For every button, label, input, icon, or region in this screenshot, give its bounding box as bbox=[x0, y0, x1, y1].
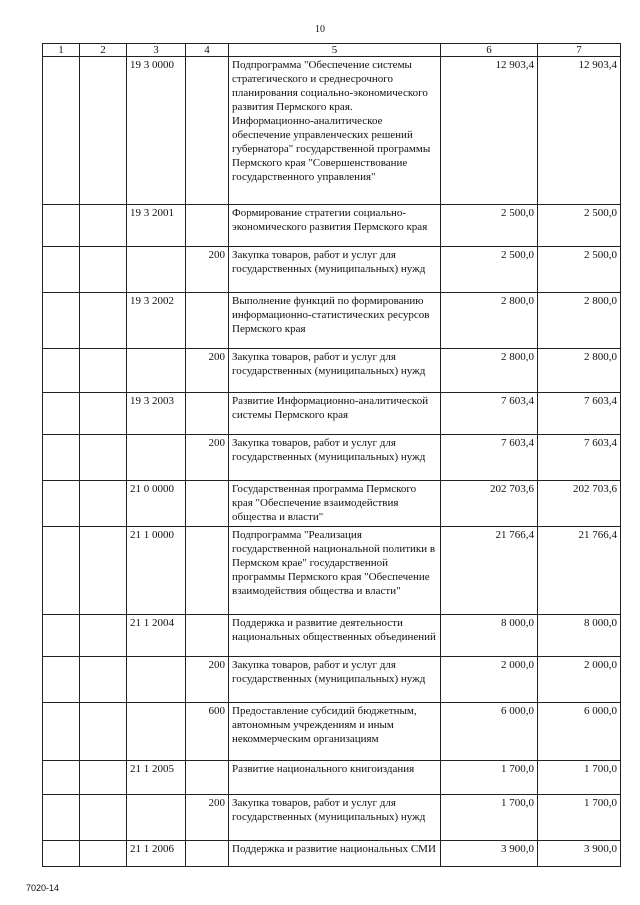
col1-cell bbox=[43, 481, 80, 527]
name-cell: Закупка товаров, работ и услуг для государственных (муниципальных) нужд bbox=[229, 435, 441, 481]
expense-type-cell: 200 bbox=[186, 435, 229, 481]
expense-type-cell bbox=[186, 57, 229, 205]
page-number: 10 bbox=[315, 24, 325, 35]
column-header-1: 1 bbox=[43, 44, 80, 57]
table-row bbox=[43, 527, 621, 615]
amount-cell: 1 700,0 bbox=[441, 761, 538, 795]
col2-cell bbox=[80, 293, 127, 349]
table-row bbox=[43, 615, 621, 657]
target-code-cell bbox=[127, 247, 186, 293]
amount-cell: 2 800,0 bbox=[441, 293, 538, 349]
target-code-cell: 21 1 2004 bbox=[127, 615, 186, 657]
column-header-4: 4 bbox=[186, 44, 229, 57]
col2-cell bbox=[80, 527, 127, 615]
target-code-cell: 19 3 2002 bbox=[127, 293, 186, 349]
name-cell: Поддержка и развитие национальных СМИ bbox=[229, 841, 441, 867]
target-code-cell bbox=[127, 435, 186, 481]
target-code-cell: 21 0 0000 bbox=[127, 481, 186, 527]
target-code-cell: 19 3 2003 bbox=[127, 393, 186, 435]
amount-cell: 2 500,0 bbox=[538, 247, 621, 293]
table-row bbox=[43, 761, 621, 795]
amount-cell: 6 000,0 bbox=[538, 703, 621, 761]
col2-cell bbox=[80, 841, 127, 867]
col2-cell bbox=[80, 795, 127, 841]
table-row bbox=[43, 349, 621, 393]
amount-cell: 8 000,0 bbox=[441, 615, 538, 657]
col1-cell bbox=[43, 349, 80, 393]
table-row bbox=[43, 57, 621, 205]
expense-type-cell: 600 bbox=[186, 703, 229, 761]
target-code-cell bbox=[127, 657, 186, 703]
table-row bbox=[43, 703, 621, 761]
col2-cell bbox=[80, 657, 127, 703]
col2-cell bbox=[80, 247, 127, 293]
target-code-cell bbox=[127, 703, 186, 761]
expense-type-cell: 200 bbox=[186, 657, 229, 703]
col1-cell bbox=[43, 205, 80, 247]
col2-cell bbox=[80, 393, 127, 435]
name-cell: Формирование стратегии социально-экономического развития Пермского края bbox=[229, 205, 441, 247]
col2-cell bbox=[80, 57, 127, 205]
column-header-5: 5 bbox=[229, 44, 441, 57]
col2-cell bbox=[80, 349, 127, 393]
amount-cell: 6 000,0 bbox=[441, 703, 538, 761]
name-cell: Подпрограмма "Реализация государственной национальной политики в Пермском крае" государственной программы Пермского края "Обеспечение взаимодействия общества и власти" bbox=[229, 527, 441, 615]
target-code-cell: 21 1 2005 bbox=[127, 761, 186, 795]
name-cell: Развитие Информационно-аналитической системы Пермского края bbox=[229, 393, 441, 435]
table-row bbox=[43, 481, 621, 527]
col1-cell bbox=[43, 435, 80, 481]
amount-cell: 2 800,0 bbox=[441, 349, 538, 393]
amount-cell: 2 500,0 bbox=[441, 247, 538, 293]
col2-cell bbox=[80, 703, 127, 761]
col1-cell bbox=[43, 293, 80, 349]
table-row bbox=[43, 247, 621, 293]
amount-cell: 7 603,4 bbox=[538, 393, 621, 435]
amount-cell: 1 700,0 bbox=[538, 795, 621, 841]
expense-type-cell bbox=[186, 393, 229, 435]
expense-type-cell bbox=[186, 527, 229, 615]
column-header-3: 3 bbox=[127, 44, 186, 57]
name-cell: Закупка товаров, работ и услуг для государственных (муниципальных) нужд bbox=[229, 349, 441, 393]
col2-cell bbox=[80, 435, 127, 481]
amount-cell: 21 766,4 bbox=[538, 527, 621, 615]
expense-type-cell bbox=[186, 205, 229, 247]
amount-cell: 8 000,0 bbox=[538, 615, 621, 657]
amount-cell: 202 703,6 bbox=[441, 481, 538, 527]
target-code-cell bbox=[127, 795, 186, 841]
col2-cell bbox=[80, 615, 127, 657]
name-cell: Выполнение функций по формированию информационно-статистических ресурсов Пермского края bbox=[229, 293, 441, 349]
column-header-7: 7 bbox=[538, 44, 621, 57]
name-cell: Закупка товаров, работ и услуг для государственных (муниципальных) нужд bbox=[229, 657, 441, 703]
name-cell: Подпрограмма "Обеспечение системы стратегического и среднесрочного планирования социально-экономического развития Пермского края. Информационно-аналитическое обеспечение управленческих решений губернатора" государственной программы Пермского края "Совершенствование государственного управления" bbox=[229, 57, 441, 205]
target-code-cell: 21 1 2006 bbox=[127, 841, 186, 867]
name-cell: Поддержка и развитие деятельности национальных общественных объединений bbox=[229, 615, 441, 657]
amount-cell: 7 603,4 bbox=[538, 435, 621, 481]
amount-cell: 202 703,6 bbox=[538, 481, 621, 527]
budget-table bbox=[42, 43, 621, 867]
name-cell: Государственная программа Пермского края "Обеспечение взаимодействия общества и власти" bbox=[229, 481, 441, 527]
header-row bbox=[43, 44, 621, 57]
col1-cell bbox=[43, 841, 80, 867]
amount-cell: 3 900,0 bbox=[441, 841, 538, 867]
expense-type-cell bbox=[186, 481, 229, 527]
expense-type-cell bbox=[186, 293, 229, 349]
amount-cell: 1 700,0 bbox=[441, 795, 538, 841]
target-code-cell: 21 1 0000 bbox=[127, 527, 186, 615]
expense-type-cell: 200 bbox=[186, 795, 229, 841]
table-row bbox=[43, 795, 621, 841]
col1-cell bbox=[43, 795, 80, 841]
name-cell: Закупка товаров, работ и услуг для государственных (муниципальных) нужд bbox=[229, 247, 441, 293]
amount-cell: 3 900,0 bbox=[538, 841, 621, 867]
amount-cell: 2 000,0 bbox=[538, 657, 621, 703]
col1-cell bbox=[43, 761, 80, 795]
amount-cell: 21 766,4 bbox=[441, 527, 538, 615]
table-row bbox=[43, 657, 621, 703]
table-row bbox=[43, 435, 621, 481]
footer-code: 7020-14 bbox=[26, 883, 60, 893]
col2-cell bbox=[80, 481, 127, 527]
expense-type-cell: 200 bbox=[186, 247, 229, 293]
col1-cell bbox=[43, 615, 80, 657]
target-code-cell bbox=[127, 349, 186, 393]
col2-cell bbox=[80, 761, 127, 795]
table-row bbox=[43, 293, 621, 349]
table-row bbox=[43, 393, 621, 435]
expense-type-cell bbox=[186, 761, 229, 795]
name-cell: Предоставление субсидий бюджетным, автономным учреждениям и иным некоммерческим организациям bbox=[229, 703, 441, 761]
name-cell: Развитие национального книгоиздания bbox=[229, 761, 441, 795]
table-row bbox=[43, 841, 621, 867]
table-body bbox=[43, 57, 621, 867]
amount-cell: 7 603,4 bbox=[441, 435, 538, 481]
col2-cell bbox=[80, 205, 127, 247]
col1-cell bbox=[43, 393, 80, 435]
amount-cell: 2 800,0 bbox=[538, 349, 621, 393]
amount-cell: 12 903,4 bbox=[441, 57, 538, 205]
table-row bbox=[43, 205, 621, 247]
target-code-cell: 19 3 0000 bbox=[127, 57, 186, 205]
column-header-2: 2 bbox=[80, 44, 127, 57]
col1-cell bbox=[43, 247, 80, 293]
amount-cell: 1 700,0 bbox=[538, 761, 621, 795]
col1-cell bbox=[43, 57, 80, 205]
col1-cell bbox=[43, 657, 80, 703]
column-header-6: 6 bbox=[441, 44, 538, 57]
amount-cell: 2 500,0 bbox=[538, 205, 621, 247]
amount-cell: 2 000,0 bbox=[441, 657, 538, 703]
col1-cell bbox=[43, 703, 80, 761]
name-cell: Закупка товаров, работ и услуг для государственных (муниципальных) нужд bbox=[229, 795, 441, 841]
expense-type-cell bbox=[186, 615, 229, 657]
amount-cell: 7 603,4 bbox=[441, 393, 538, 435]
amount-cell: 2 800,0 bbox=[538, 293, 621, 349]
amount-cell: 12 903,4 bbox=[538, 57, 621, 205]
expense-type-cell bbox=[186, 841, 229, 867]
amount-cell: 2 500,0 bbox=[441, 205, 538, 247]
col1-cell bbox=[43, 527, 80, 615]
expense-type-cell: 200 bbox=[186, 349, 229, 393]
target-code-cell: 19 3 2001 bbox=[127, 205, 186, 247]
